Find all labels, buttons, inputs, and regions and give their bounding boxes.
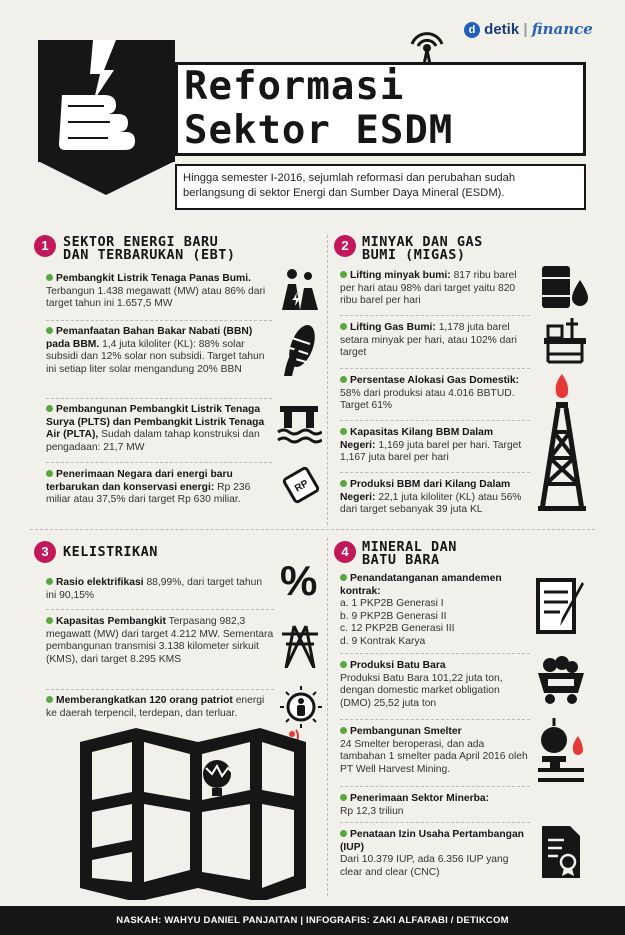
oil-derrick-icon: [536, 372, 588, 512]
minerba-item-smelter: Pembangunan Smelter 24 Smelter beroperasi, dan ada tambahan 1 smelter pada April 2016 oleh PT Well Harvest Mining.: [340, 726, 528, 775]
bullet-icon: [46, 327, 53, 334]
section-2-number: 2: [334, 235, 356, 257]
smelter-icon: [534, 718, 588, 784]
page-title: [175, 62, 586, 156]
coal-cart-icon: [534, 655, 588, 705]
transmission-tower-icon: [280, 622, 320, 668]
listrik-item-kapasitas: Kapasitas Pembangkit Terpasang 982,3 megawatt (MW) dari target 4.212 MW. Sementara pembangunan transmisi 3.138 kilometer sirkuit (KMS), dari target 8.295 KMS: [46, 616, 274, 665]
migas-item-lifting-gas: Lifting Gas Bumi: 1,178 juta barel setara minyak per hari, atau 102% dari target: [340, 322, 517, 359]
divider-vertical-bottom: [327, 538, 328, 896]
bullet-icon: [340, 574, 347, 581]
bullet-icon: [340, 830, 347, 837]
section-4-number: 4: [334, 541, 356, 563]
bullet-icon: [46, 274, 53, 281]
minerba-item-penerimaan: Penerimaan Sektor Minerba: Rp 12,3 triliun: [340, 793, 490, 817]
credits-footer: NASKAH: WAHYU DANIEL PANJAITAN | INFOGRAFIS: ZAKI ALFARABI / DETIKCOM: [0, 906, 625, 935]
ebt-item-bbn: Pemanfaatan Bahan Bakar Nabati (BBN) pada BBM. 1,4 juta kiloliter (KL): 88% solar subsidi dan 12% solar non subsidi. Target tahun ini setiap liter solar mengandung 20% BBN: [46, 326, 265, 375]
bullet-icon: [340, 480, 347, 487]
title-line-1: Reformasi: [184, 64, 405, 109]
detikfinance-logo: d detik | finance: [464, 20, 593, 40]
bullet-icon: [46, 578, 53, 585]
bullet-icon: [340, 794, 347, 801]
oil-barrel-icon: [540, 262, 590, 310]
ebt-item-penerimaan: Penerimaan Negara dari energi baru terbarukan dan konservasi energi: Rp 236 miliar atau 37,5% dari target Rp 630 miliar.: [46, 469, 251, 506]
minerba-item-iup: Penataan Izin Usaha Pertambangan (IUP) Dari 10.379 IUP, ada 6.356 IUP yang clear and clear (CNC): [340, 829, 524, 878]
offshore-rig-icon: [538, 316, 590, 364]
bullet-icon: [46, 696, 53, 703]
migas-item-kapasitas-kilang: Kapasitas Kilang BBM Dalam Negeri: 1,169 juta barel per hari. Target 1,167 juta barel per hari: [340, 427, 522, 464]
ebt-item-panas-bumi: Pembangkit Listrik Tenaga Panas Bumi. Terbangun 1.438 megawatt (MW) atau 86% dari target tahun ini 1.657,5 MW: [46, 273, 266, 310]
header-emblem: [38, 40, 175, 162]
bullet-icon: [46, 405, 53, 412]
page-subtitle: Hingga semester I-2016, sejumlah reformasi dan perubahan sudah berlangsung di sektor Energi dan Sumber Daya Mineral (ESDM).: [175, 164, 586, 210]
migas-item-lifting-minyak: Lifting minyak bumi: 817 ribu barel per hari atau 98% dari target yaitu 820 ribu barel per hari: [340, 270, 517, 307]
dam-icon: [276, 404, 322, 446]
section-1-number: 1: [34, 235, 56, 257]
bullet-icon: [340, 376, 347, 383]
bullet-icon: [46, 470, 53, 477]
ebt-item-plts-plta: Pembangunan Pembangkit Listrik Tenaga Surya (PLTS) dan Pembangkit Listrik Tenaga Air (PLTA), Sudah dalam tahap konstruksi dan pengadaan: 21,7 MW: [46, 404, 265, 453]
certificate-icon: [538, 822, 584, 882]
bullet-icon: [340, 428, 347, 435]
svg-text:RP: RP: [292, 478, 311, 495]
title-line-2: Sektor ESDM: [184, 108, 454, 153]
corn-icon: [278, 320, 322, 378]
section-3-number: 3: [34, 541, 56, 563]
section-1-title: SEKTOR ENERGI BARU DAN TERBARUKAN (EBT): [63, 234, 236, 263]
bullet-icon: [340, 661, 347, 668]
migas-item-produksi-bbm: Produksi BBM dari Kilang Dalam Negeri: 22,1 juta kiloliter (KL) atau 56% dari target sebanyak 39 juta KL: [340, 479, 522, 516]
geothermal-plant-icon: [278, 268, 322, 310]
section-2-title: MINYAK DAN GAS BUMI (MIGAS): [362, 234, 483, 263]
bullet-icon: [340, 323, 347, 330]
divider-horizontal: [30, 529, 595, 530]
percent-icon: %: [280, 557, 318, 604]
bullet-icon: [46, 617, 53, 624]
divider-vertical-top: [327, 235, 328, 525]
bullet-icon: [340, 727, 347, 734]
minerba-item-batu-bara: Produksi Batu Bara Produksi Batu Bara 101,22 juta ton, dengan domestic market obligation (DMO) 25,52 juta ton: [340, 660, 503, 709]
map-icon: [74, 720, 324, 900]
section-4-title: MINERAL DAN BATU BARA: [362, 539, 457, 568]
minerba-item-amandemen: Penandatanganan amandemen kontrak: a. 1 PKP2B Generasi I b. 9 PKP2B Generasi II c. 12 PKP2B Generasi III d. 9 Kontrak Karya: [340, 573, 502, 647]
fist-lightning-icon: [38, 40, 175, 162]
contract-document-icon: [534, 576, 588, 636]
bullet-icon: [340, 271, 347, 278]
header-pointer: [38, 161, 175, 195]
section-3-title: KELISTRIKAN: [63, 544, 158, 560]
migas-item-alokasi-gas: Persentase Alokasi Gas Domestik: 58% dari produksi atau 4.016 BBTUD. Target 61%: [340, 375, 520, 412]
listrik-item-rasio: Rasio elektrifikasi 88,99%, dari target tahun ini 90,15%: [46, 577, 263, 601]
money-rupiah-icon: [282, 466, 320, 504]
listrik-item-patriot: Memberangkatkan 120 orang patriot energi ke daerah terpencil, terdepan, dan terluar.: [46, 695, 265, 719]
